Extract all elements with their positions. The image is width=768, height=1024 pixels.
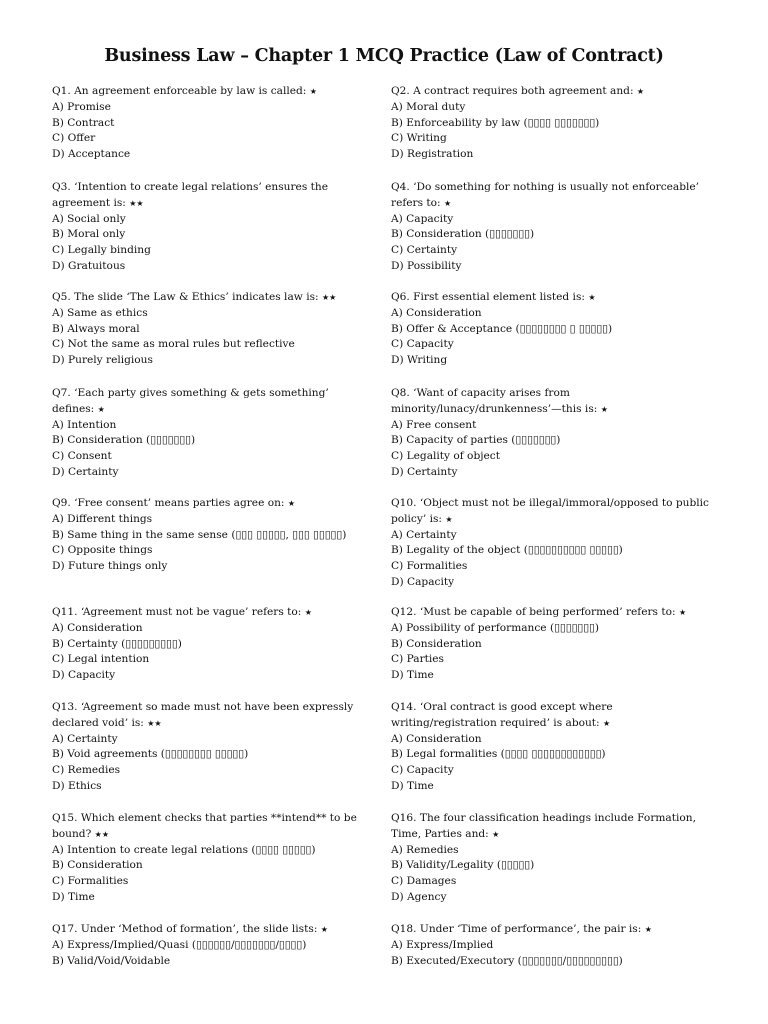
difficulty-stars: ★ bbox=[445, 514, 453, 524]
answer-option: B) Offer & Acceptance (▯▯▯▯▯▯▯▯ ▯ ▯▯▯▯▯) bbox=[391, 322, 613, 335]
question-stem bbox=[52, 180, 370, 212]
question-text: Q16. The four classification headings include Formation, Time, Parties and: bbox=[391, 812, 696, 840]
question-text: Q11. ‘Agreement must not be vague’ refers to: bbox=[52, 606, 302, 618]
answer-option: A) Moral duty bbox=[391, 100, 466, 113]
answer-option: D) Gratuitous bbox=[52, 259, 126, 272]
answer-option: C) Legally binding bbox=[52, 244, 151, 257]
answer-option: C) Damages bbox=[391, 875, 457, 888]
answer-option: A) Consideration bbox=[391, 732, 482, 745]
answer-option: B) Validity/Legality (▯▯▯▯▯) bbox=[391, 859, 535, 872]
difficulty-stars: ★ bbox=[97, 404, 105, 414]
answer-option: B) Enforceability by law (▯▯▯▯ ▯▯▯▯▯▯▯) bbox=[391, 116, 600, 129]
answer-option: A) Possibility of performance (▯▯▯▯▯▯▯) bbox=[391, 621, 600, 634]
answer-option: D) Possibility bbox=[391, 259, 462, 272]
question-stem bbox=[391, 700, 709, 732]
question-text: Q13. ‘Agreement so made must not have been expressly declared void’ is: bbox=[52, 701, 354, 729]
question-14 bbox=[391, 700, 709, 795]
answer-option: A) Promise bbox=[52, 100, 111, 113]
difficulty-stars: ★★ bbox=[129, 198, 144, 208]
question-text: Q15. Which element checks that parties **intend** to be bound? bbox=[52, 812, 357, 840]
difficulty-stars: ★ bbox=[678, 608, 687, 617]
answer-option: A) Express/Implied/Quasi (▯▯▯▯▯▯/▯▯▯▯▯▯▯/▯▯▯▯) bbox=[52, 938, 307, 951]
answer-option: B) Contract bbox=[52, 116, 115, 129]
answer-option: D) Ethics bbox=[52, 779, 102, 792]
question-text: Q3. ‘Intention to create legal relations’ ensures the agreement is: bbox=[52, 181, 328, 209]
question-text: Q14. ‘Oral contract is good except where writing/registration required’ is about: bbox=[391, 701, 613, 729]
answer-option: D) Time bbox=[391, 779, 434, 792]
answer-option: D) Acceptance bbox=[52, 148, 131, 161]
answer-option: C) Writing bbox=[391, 132, 447, 145]
question-stem bbox=[391, 811, 709, 843]
answer-option: B) Legality of the object (▯▯▯▯▯▯▯▯▯▯ ▯▯▯▯▯) bbox=[391, 544, 623, 557]
question-text: Q4. ‘Do something for nothing is usually not enforceable’ refers to: bbox=[391, 181, 700, 209]
question-17 bbox=[52, 922, 370, 969]
answer-option: C) Legal intention bbox=[52, 653, 150, 666]
question-stem bbox=[391, 386, 709, 418]
difficulty-stars: ★★ bbox=[147, 718, 162, 728]
answer-option: C) Capacity bbox=[391, 764, 454, 777]
answer-option: C) Offer bbox=[52, 132, 96, 145]
question-13 bbox=[52, 700, 370, 795]
answer-option: B) Same thing in the same sense (▯▯▯ ▯▯▯▯▯, ▯▯▯ ▯▯▯▯▯) bbox=[52, 528, 347, 541]
question-9 bbox=[52, 496, 370, 575]
answer-option: C) Remedies bbox=[52, 764, 121, 777]
answer-option: B) Moral only bbox=[52, 228, 126, 241]
answer-option: A) Certainty bbox=[391, 528, 457, 541]
question-16 bbox=[391, 811, 709, 906]
difficulty-stars: ★ bbox=[492, 829, 500, 839]
answer-option: A) Different things bbox=[52, 512, 153, 525]
answer-option: C) Consent bbox=[52, 450, 112, 463]
question-stem bbox=[52, 922, 370, 938]
answer-option: D) Certainty bbox=[52, 465, 119, 478]
difficulty-stars: ★ bbox=[320, 925, 328, 934]
question-11 bbox=[52, 605, 370, 684]
question-text: Q9. ‘Free consent’ means parties agree on: bbox=[52, 497, 285, 509]
answer-option: B) Consideration bbox=[391, 637, 482, 650]
question-stem bbox=[52, 496, 370, 512]
question-text: Q12. ‘Must be capable of being performed’ refers to: bbox=[391, 606, 676, 618]
answer-option: D) Future things only bbox=[52, 560, 168, 573]
question-stem bbox=[391, 922, 709, 938]
answer-option: C) Formalities bbox=[391, 560, 468, 573]
answer-option: D) Registration bbox=[391, 148, 474, 161]
answer-option: A) Express/Implied bbox=[391, 938, 494, 951]
question-text: Q1. An agreement enforceable by law is called: bbox=[52, 85, 307, 97]
question-7 bbox=[52, 386, 370, 481]
question-stem bbox=[52, 605, 370, 621]
page-title: Business Law – Chapter 1 MCQ Practice (Law of Contract) bbox=[104, 46, 664, 66]
question-text: Q17. Under ‘Method of formation’, the slide lists: bbox=[52, 923, 318, 935]
answer-option: D) Time bbox=[52, 890, 95, 903]
answer-option: C) Parties bbox=[391, 653, 444, 666]
question-text: Q6. First essential element listed is: bbox=[391, 291, 585, 303]
answer-option: C) Legality of object bbox=[391, 450, 500, 463]
difficulty-stars: ★ bbox=[644, 925, 652, 934]
answer-option: D) Purely religious bbox=[52, 354, 153, 367]
answer-option: B) Void agreements (▯▯▯▯▯▯▯▯ ▯▯▯▯▯) bbox=[52, 748, 249, 761]
question-text: Q8. ‘Want of capacity arises from minority/lunacy/drunkenness’—this is: bbox=[391, 387, 598, 415]
difficulty-stars: ★ bbox=[603, 718, 611, 728]
answer-option: A) Free consent bbox=[391, 418, 477, 431]
answer-option: C) Not the same as moral rules but reflective bbox=[52, 338, 295, 351]
question-text: Q5. The slide ‘The Law & Ethics’ indicates law is: bbox=[52, 291, 319, 303]
question-8 bbox=[391, 386, 709, 481]
answer-option: B) Certainty (▯▯▯▯▯▯▯▯▯) bbox=[52, 637, 182, 650]
answer-option: D) Capacity bbox=[52, 669, 116, 682]
answer-option: A) Certainty bbox=[52, 732, 118, 745]
answer-option: C) Formalities bbox=[52, 875, 129, 888]
question-stem bbox=[391, 84, 709, 100]
answer-option: B) Legal formalities (▯▯▯▯ ▯▯▯▯▯▯▯▯▯▯▯▯) bbox=[391, 748, 606, 761]
answer-option: A) Consideration bbox=[391, 306, 482, 319]
question-stem bbox=[52, 84, 370, 100]
question-text: Q2. A contract requires both agreement and: bbox=[391, 85, 634, 97]
answer-option: A) Remedies bbox=[391, 843, 459, 856]
question-stem bbox=[52, 700, 370, 732]
question-text: Q18. Under ‘Time of performance’, the pair is: bbox=[391, 923, 642, 935]
question-text: Q7. ‘Each party gives something & gets something’ defines: bbox=[52, 387, 329, 415]
answer-option: A) Social only bbox=[52, 212, 126, 225]
answer-option: B) Consideration (▯▯▯▯▯▯▯) bbox=[52, 434, 196, 447]
answer-option: B) Consideration bbox=[52, 859, 143, 872]
question-stem bbox=[52, 811, 370, 843]
answer-option: A) Capacity bbox=[391, 212, 454, 225]
question-text: Q10. ‘Object must not be illegal/immoral/opposed to public policy’ is: bbox=[391, 497, 709, 525]
question-4 bbox=[391, 180, 709, 275]
question-5 bbox=[52, 290, 370, 369]
difficulty-stars: ★ bbox=[600, 404, 608, 414]
question-6 bbox=[391, 290, 709, 369]
question-12 bbox=[391, 605, 709, 684]
answer-option: B) Consideration (▯▯▯▯▯▯▯) bbox=[391, 228, 535, 241]
question-stem bbox=[52, 386, 370, 418]
answer-option: C) Opposite things bbox=[52, 544, 153, 557]
question-stem bbox=[391, 605, 709, 621]
answer-option: D) Capacity bbox=[391, 575, 455, 588]
difficulty-stars: ★ bbox=[443, 198, 452, 208]
answer-option: D) Time bbox=[391, 669, 434, 682]
question-stem bbox=[391, 290, 709, 306]
question-15 bbox=[52, 811, 370, 906]
answer-option: A) Intention to create legal relations (▯▯▯▯ ▯▯▯▯▯) bbox=[52, 843, 316, 856]
answer-option: B) Executed/Executory (▯▯▯▯▯▯▯/▯▯▯▯▯▯▯▯▯) bbox=[391, 954, 623, 967]
question-stem bbox=[391, 180, 709, 212]
question-1 bbox=[52, 84, 370, 163]
answer-option: B) Capacity of parties (▯▯▯▯▯▯▯) bbox=[391, 434, 561, 447]
answer-option: D) Certainty bbox=[391, 465, 458, 478]
question-18 bbox=[391, 922, 709, 969]
answer-option: A) Consideration bbox=[52, 621, 143, 634]
difficulty-stars: ★ bbox=[309, 87, 317, 96]
question-3 bbox=[52, 180, 370, 275]
answer-option: A) Intention bbox=[52, 418, 117, 431]
question-2 bbox=[391, 84, 709, 163]
difficulty-stars: ★ bbox=[287, 499, 296, 508]
difficulty-stars: ★★ bbox=[94, 829, 109, 839]
answer-option: D) Writing bbox=[391, 354, 448, 367]
question-10 bbox=[391, 496, 709, 591]
answer-option: B) Valid/Void/Voidable bbox=[52, 954, 171, 967]
difficulty-stars: ★ bbox=[588, 293, 596, 302]
difficulty-stars: ★ bbox=[636, 87, 645, 96]
answer-option: C) Certainty bbox=[391, 244, 458, 257]
question-stem bbox=[391, 496, 709, 528]
question-stem bbox=[52, 290, 370, 306]
answer-option: D) Agency bbox=[391, 890, 447, 903]
difficulty-stars: ★ bbox=[304, 608, 312, 617]
answer-option: B) Always moral bbox=[52, 322, 140, 335]
answer-option: C) Capacity bbox=[391, 338, 454, 351]
answer-option: A) Same as ethics bbox=[52, 306, 148, 319]
difficulty-stars: ★★ bbox=[321, 293, 337, 302]
